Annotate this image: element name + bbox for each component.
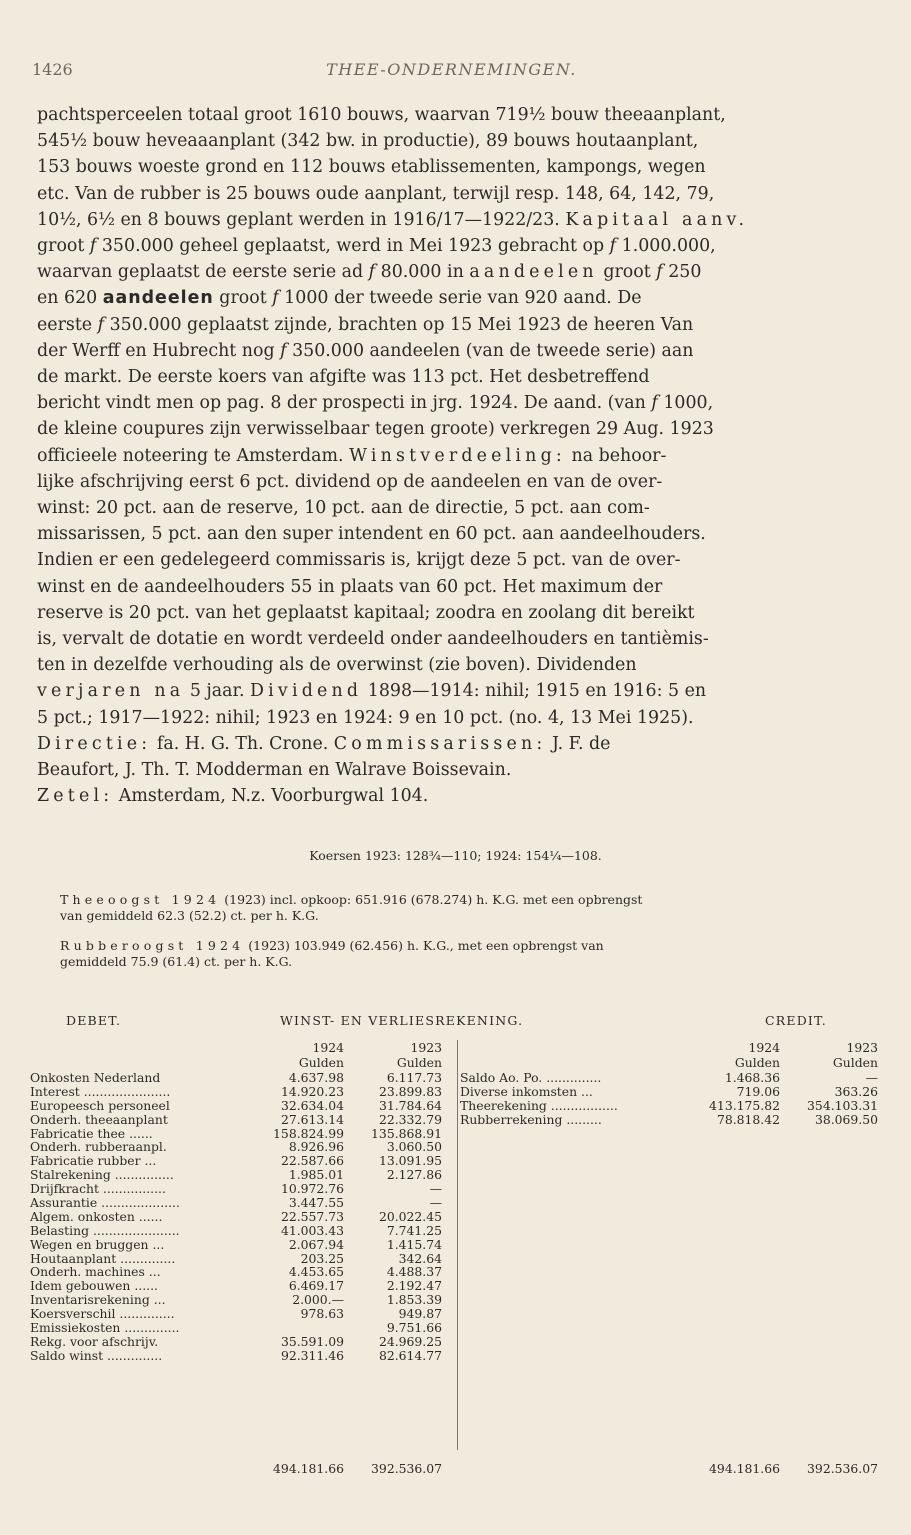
debet-value-1923: 135.868.91: [371, 1125, 442, 1141]
debet-row: [30, 1140, 455, 1154]
debet-row: [30, 1099, 455, 1113]
debet-row: [30, 1085, 455, 1099]
commissarissen-label: Commissarissen:: [333, 733, 547, 754]
debet-value-1924: 27.613.14: [280, 1111, 344, 1127]
credit-year-header: 1924 Gulden 1923 Gulden: [734, 1040, 878, 1070]
credit-column: [460, 1040, 880, 1127]
text-line: officieele noteering te Amsterdam. Winstverdeeling: na behoor-: [37, 445, 667, 466]
debet-value-1924: 22.587.66: [280, 1153, 344, 1169]
theeoogst-label: Theeoogst 1924: [60, 892, 221, 907]
debet-label: Fabricatie thee ......: [30, 1126, 153, 1141]
debet-label: Rekg. voor afschrijv.: [30, 1334, 159, 1349]
debet-value-1923: 20.022.45: [378, 1208, 442, 1224]
debet-column: [30, 1040, 455, 1363]
debet-row: [30, 1335, 455, 1349]
debet-value-1923: —: [429, 1195, 442, 1211]
debet-row: [30, 1321, 455, 1335]
account-titles: [30, 1013, 876, 1033]
text-line: lijke afschrijving eerst 6 pct. dividend op de aandeelen en van de over-: [37, 471, 663, 492]
credit-value-1924: 1.468.36: [724, 1070, 780, 1085]
text-line: waarvan geplaatst de eerste serie ad f 80.000 in aandeelen groot f 250: [37, 262, 702, 283]
debet-label: Drijfkracht ................: [30, 1182, 166, 1197]
debet-row: [30, 1279, 455, 1293]
debet-row: [30, 1293, 455, 1307]
debet-value-1924: 4.453.65: [288, 1264, 344, 1280]
credit-label: Saldo Ao. Po. ..............: [460, 1071, 602, 1085]
debet-label: Emissiekosten ..............: [30, 1321, 180, 1335]
debet-value-1924: 2.000.—: [292, 1292, 344, 1308]
debet-value-1923: 949.87: [398, 1306, 442, 1322]
rubberoogst-label: Rubberoogst 1924: [60, 938, 245, 953]
debet-row: [30, 1071, 455, 1085]
text-line: der Werff en Hubrecht nog f 350.000 aandeelen (van de tweede serie) aan: [37, 340, 694, 361]
text-line: is, vervalt de dotatie en wordt verdeeld onder aandeelhouders en tantièmis-: [37, 629, 709, 650]
debet-value-1923: 31.784.64: [378, 1097, 442, 1113]
debet-value-1923: 6.117.73: [386, 1070, 442, 1085]
text-line: ten in dezelfde verhouding als de overwinst (zie boven). Dividenden: [37, 655, 637, 676]
koersen-line: Koersen 1923: 128¾—110; 1924: 154¼—108.: [309, 848, 602, 863]
rubberoogst-block: Rubberoogst 1924 (1923) 103.949 (62.456) h. K.G., met een opbrengst van gemiddeld 75.9 (61.4) ct. per h. K.G.: [60, 938, 604, 969]
text-line: de kleine coupures zijn verwisselbaar tegen groote) verkregen 29 Aug. 1923: [37, 419, 714, 440]
debet-value-1923: 24.969.25: [378, 1333, 442, 1349]
debet-value-1923: 1.853.39: [386, 1292, 442, 1308]
credit-label: Theerekening .................: [460, 1098, 618, 1113]
credit-label: Rubberrekening .........: [460, 1112, 602, 1127]
text-line: winst: 20 pct. aan de reserve, 10 pct. aan de directie, 5 pct. aan com-: [37, 498, 650, 519]
debet-value-1924: 203.25: [300, 1250, 344, 1266]
text-line: 10½, 6½ en 8 bouws geplant werden in 1916/17—1922/23. Kapitaal aanv.: [37, 209, 749, 230]
debet-value-1924: 978.63: [300, 1306, 344, 1322]
debet-value-1923: 3.060.50: [386, 1139, 442, 1155]
debet-label: Onkosten Nederland: [30, 1071, 161, 1085]
debet-value-1923: 2.192.47: [386, 1278, 442, 1294]
debet-value-1923: 23.899.83: [378, 1083, 442, 1099]
winstverdeeling-label: Winstverdeeling:: [349, 445, 566, 466]
debet-total-1924: 494.181.66: [273, 1461, 344, 1476]
debet-label: Onderh. machines ...: [30, 1265, 161, 1280]
debet-value-1923: 1.415.74: [386, 1236, 442, 1252]
debet-value-1924: 35.591.09: [280, 1333, 344, 1349]
debet-label: Wegen en bruggen ...: [30, 1237, 165, 1252]
credit-value-1923: 354.103.31: [807, 1097, 878, 1113]
debet-row: [30, 1182, 455, 1196]
debet-label: Algem. onkosten ......: [30, 1209, 163, 1224]
text-line: Directie: fa. H. G. Th. Crone. Commissarissen: J. F. de: [37, 733, 611, 754]
debet-label: Onderh. rubberaanpl.: [30, 1140, 167, 1155]
debet-row: [30, 1307, 455, 1321]
debet-value-1923: 2.127.86: [386, 1167, 442, 1183]
text-line: de markt. De eerste koers van afgifte was 113 pct. Het desbetreffend: [37, 367, 650, 388]
debet-value-1924: 14.920.23: [280, 1083, 344, 1099]
debet-row: [30, 1168, 455, 1182]
debet-label: Europeesch personeel: [30, 1098, 170, 1113]
text-line: missarissen, 5 pct. aan den super intendent en 60 pct. aan aandeelhouders.: [37, 524, 706, 545]
debet-value-1924: 1.985.01: [288, 1167, 344, 1183]
credit-value-1923: 38.069.50: [814, 1111, 878, 1127]
column-divider: [457, 1040, 458, 1450]
text-line: en 620 aandeelen groot f 1000 der tweede serie van 920 aand. De: [37, 288, 642, 309]
theeoogst-block: Theeoogst 1924 (1923) incl. opkoop: 651.916 (678.274) h. K.G. met een opbrengst van gemiddeld 62.3 (52.2) ct. per h. K.G.: [60, 892, 643, 923]
debet-value-1924: 158.824.99: [273, 1125, 344, 1141]
debet-value-1924: 4.637.98: [288, 1070, 344, 1085]
page-number: 1426: [32, 60, 73, 79]
debet-label: Onderh. theeaanplant: [30, 1112, 168, 1127]
debet-total-1923: 392.536.07: [371, 1461, 442, 1476]
credit-total-1924: 494.181.66: [709, 1461, 780, 1476]
debet-value-1923: 13.091.95: [378, 1153, 442, 1169]
text-line: 153 bouws woeste grond en 112 bouws etablissementen, kampongs, wegen: [37, 157, 706, 178]
debet-value-1924: 32.634.04: [280, 1097, 344, 1113]
credit-value-1924: 413.175.82: [709, 1097, 780, 1113]
company-description: [37, 102, 875, 809]
credit-row: [460, 1071, 880, 1085]
debet-row: [30, 1196, 455, 1210]
debet-label: Houtaanplant ..............: [30, 1251, 176, 1266]
debet-value-1924: 6.469.17: [288, 1278, 344, 1294]
debet-row: [30, 1349, 455, 1363]
credit-value-1923: —: [865, 1070, 878, 1085]
running-title: THEE-ONDERNEMINGEN.: [326, 60, 577, 79]
debet-row: [30, 1113, 455, 1127]
debet-label: Koersverschil ..............: [30, 1307, 175, 1322]
account-totals: [30, 1462, 880, 1480]
debet-value-1924: 10.972.76: [280, 1181, 344, 1197]
account-main-title: WINST- EN VERLIESREKENING.: [280, 1013, 524, 1028]
debet-row: [30, 1265, 455, 1279]
debet-label: Interest ......................: [30, 1084, 171, 1099]
debet-label: Stalrekening ...............: [30, 1168, 174, 1183]
debet-label: Assurantie ....................: [30, 1196, 180, 1210]
debet-row: [30, 1154, 455, 1168]
debet-value-1923: 82.614.77: [378, 1347, 442, 1363]
debet-label: Saldo winst ..............: [30, 1348, 163, 1363]
debet-value-1924: 3.447.55: [288, 1195, 344, 1211]
text-line: reserve is 20 pct. van het geplaatst kapitaal; zoodra en zoolang dit bereikt: [37, 602, 695, 623]
debet-value-1923: 4.488.37: [386, 1264, 442, 1280]
text-line: Zetel: Amsterdam, N.z. Voorburgwal 104.: [37, 786, 429, 807]
text-line: pachtsperceelen totaal groot 1610 bouws, waarvan 719½ bouw theeaanplant,: [37, 105, 726, 125]
debet-row: [30, 1224, 455, 1238]
credit-label: Diverse inkomsten ...: [460, 1084, 593, 1099]
debet-label: Belasting ......................: [30, 1223, 180, 1238]
debet-value-1924: 41.003.43: [280, 1222, 344, 1238]
credit-row: [460, 1099, 880, 1113]
text-line: bericht vindt men op pag. 8 der prospecti in jrg. 1924. De aand. (van f 1000,: [37, 393, 714, 414]
text-line: 545½ bouw heveaaanplant (342 bw. in productie), 89 bouws houtaanplant,: [37, 131, 699, 152]
debet-label: Idem gebouwen ......: [30, 1279, 158, 1294]
text-line: Indien er een gedelegeerd commissaris is, krijgt deze 5 pct. van de over-: [37, 550, 681, 571]
debet-value-1923: 22.332.79: [378, 1111, 442, 1127]
debet-value-1923: 9.751.66: [386, 1320, 442, 1336]
debet-value-1924: 2.067.94: [288, 1236, 344, 1252]
credit-row: [460, 1113, 880, 1127]
text-line: eerste f 350.000 geplaatst zijnde, brachten op 15 Mei 1923 de heeren Van: [37, 314, 694, 335]
debet-row: [30, 1127, 455, 1141]
debet-row: [30, 1210, 455, 1224]
credit-value-1924: 78.818.42: [716, 1111, 780, 1127]
debet-value-1923: 7.741.25: [386, 1222, 442, 1238]
debet-value-1923: 342.64: [398, 1250, 442, 1266]
text-line: verjaren na 5 jaar. Dividend 1898—1914: nihil; 1915 en 1916: 5 en: [37, 681, 707, 702]
debet-title: DEBET.: [66, 1013, 122, 1028]
credit-title: CREDIT.: [765, 1013, 827, 1028]
dividend-label: Dividend: [250, 681, 363, 702]
text-line: winst en de aandeelhouders 55 in plaats van 60 pct. Het maximum der: [37, 576, 663, 597]
text-line: Beaufort, J. Th. T. Modderman en Walrave Boissevain.: [37, 760, 512, 781]
debet-year-header: 1924 Gulden 1923 Gulden: [298, 1040, 442, 1070]
debet-row: [30, 1238, 455, 1252]
credit-value-1924: 719.06: [736, 1083, 780, 1099]
text-line: etc. Van de rubber is 25 bouws oude aanplant, terwijl resp. 148, 64, 142, 79,: [37, 183, 715, 204]
page-header: [32, 60, 871, 90]
debet-value-1924: 8.926.96: [288, 1139, 344, 1155]
debet-label: Fabricatie rubber ...: [30, 1154, 157, 1169]
text-line: groot f 350.000 geheel geplaatst, werd in Mei 1923 gebracht op f 1.000.000,: [37, 236, 716, 257]
debet-label: Inventarisrekening ...: [30, 1293, 166, 1308]
directie-label: Directie:: [37, 733, 152, 754]
verjaren-label: verjaren na: [37, 681, 185, 702]
credit-total-1923: 392.536.07: [807, 1461, 878, 1476]
zetel-label: Zetel:: [37, 786, 114, 807]
debet-value-1924: 22.557.73: [280, 1208, 344, 1224]
debet-row: [30, 1252, 455, 1266]
debet-value-1923: —: [429, 1181, 442, 1197]
credit-value-1923: 363.26: [834, 1083, 878, 1099]
debet-value-1924: 92.311.46: [280, 1347, 344, 1363]
text-line: 5 pct.; 1917—1922: nihil; 1923 en 1924: 9 en 10 pct. (no. 4, 13 Mei 1925).: [37, 707, 694, 728]
kapitaal-label: Kapitaal aanv.: [565, 209, 749, 230]
credit-row: [460, 1085, 880, 1099]
